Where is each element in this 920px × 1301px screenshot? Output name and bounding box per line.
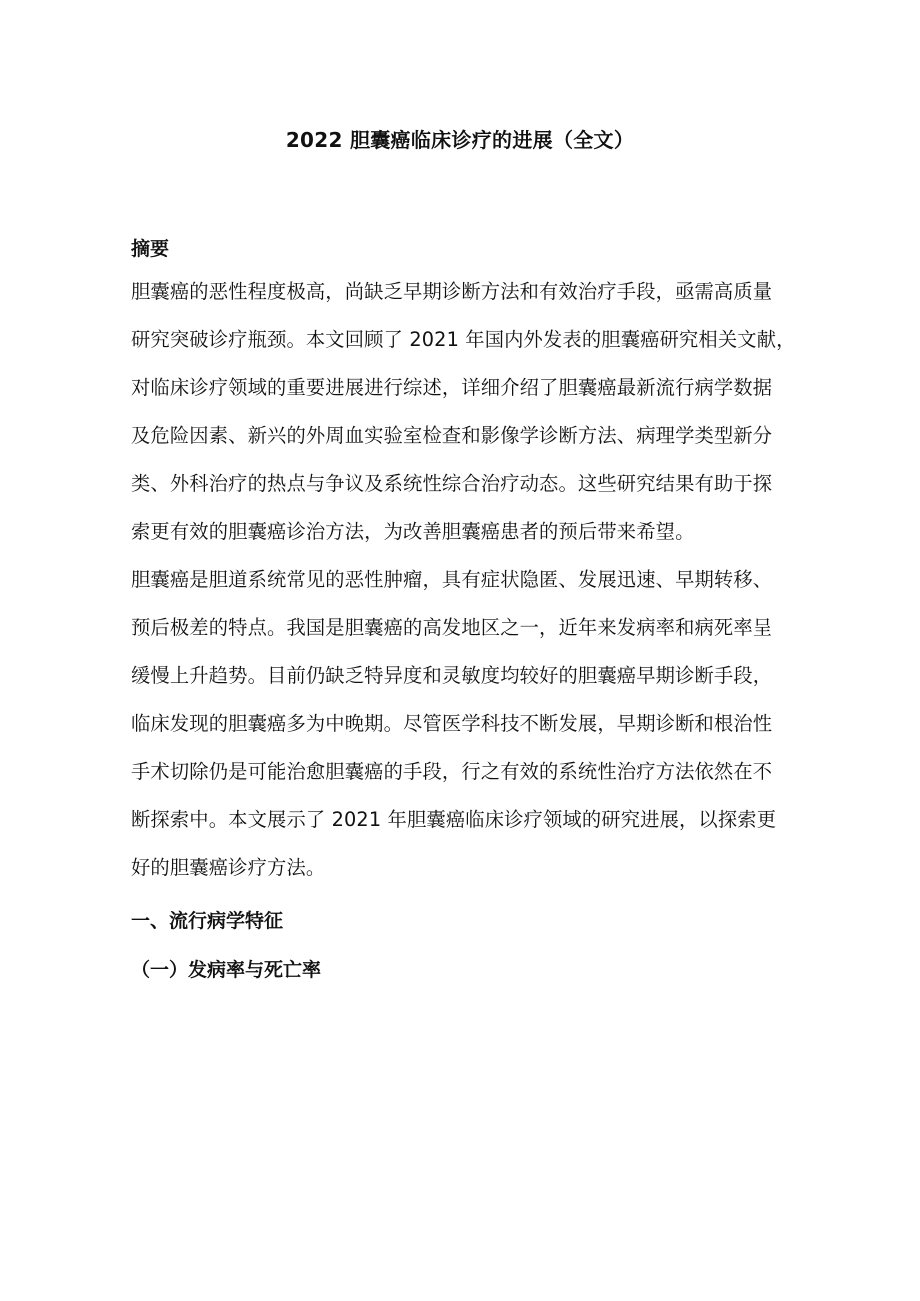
- paragraph-line: 索更有效的胆囊癌诊治方法，为改善胆囊癌患者的预后带来希望。: [131, 520, 695, 543]
- abstract-paragraph: [131, 268, 807, 556]
- paragraph-line: 及危险因素、新兴的外周血实验室检查和影像学诊断方法、病理学类型新分: [131, 424, 773, 447]
- paragraph-line: 手术切除仍是可能治愈胆囊癌的手段，行之有效的系统性治疗方法依然在不: [131, 760, 773, 783]
- paragraph-line: 胆囊癌是胆道系统常见的恶性肿瘤，具有症状隐匿、发展迅速、早期转移、: [131, 568, 773, 591]
- paragraph-line: 胆囊癌的恶性程度极高，尚缺乏早期诊断方法和有效治疗手段，亟需高质量: [131, 280, 773, 303]
- paragraph-line: 好的胆囊癌诊疗方法。: [131, 856, 326, 879]
- paragraph-line: 研究突破诊疗瓶颈。本文回顾了 2021 年国内外发表的胆囊癌研究相关文献，: [131, 328, 796, 351]
- paragraph-line: 缓慢上升趋势。目前仍缺乏特异度和灵敏度均较好的胆囊癌早期诊断手段，: [131, 664, 773, 687]
- paragraph-line: 断探索中。本文展示了 2021 年胆囊癌临床诊疗领域的研究进展，以探索更: [131, 808, 777, 831]
- abstract-heading: 摘要: [131, 238, 170, 260]
- section-heading: 一、流行病学特征: [131, 910, 284, 932]
- document-title: 2022 胆囊癌临床诊疗的进展（全文）: [285, 128, 635, 152]
- subsection-heading: （一）发病率与死亡率: [131, 959, 322, 981]
- intro-paragraph: [131, 556, 807, 892]
- paragraph-line: 临床发现的胆囊癌多为中晚期。尽管医学科技不断发展，早期诊断和根治性: [131, 712, 773, 735]
- paragraph-line: 对临床诊疗领域的重要进展进行综述，详细介绍了胆囊癌最新流行病学数据: [131, 376, 773, 399]
- paragraph-line: 预后极差的特点。我国是胆囊癌的高发地区之一，近年来发病率和病死率呈: [131, 616, 773, 639]
- paragraph-line: 类、外科治疗的热点与争议及系统性综合治疗动态。这些研究结果有助于探: [131, 472, 773, 495]
